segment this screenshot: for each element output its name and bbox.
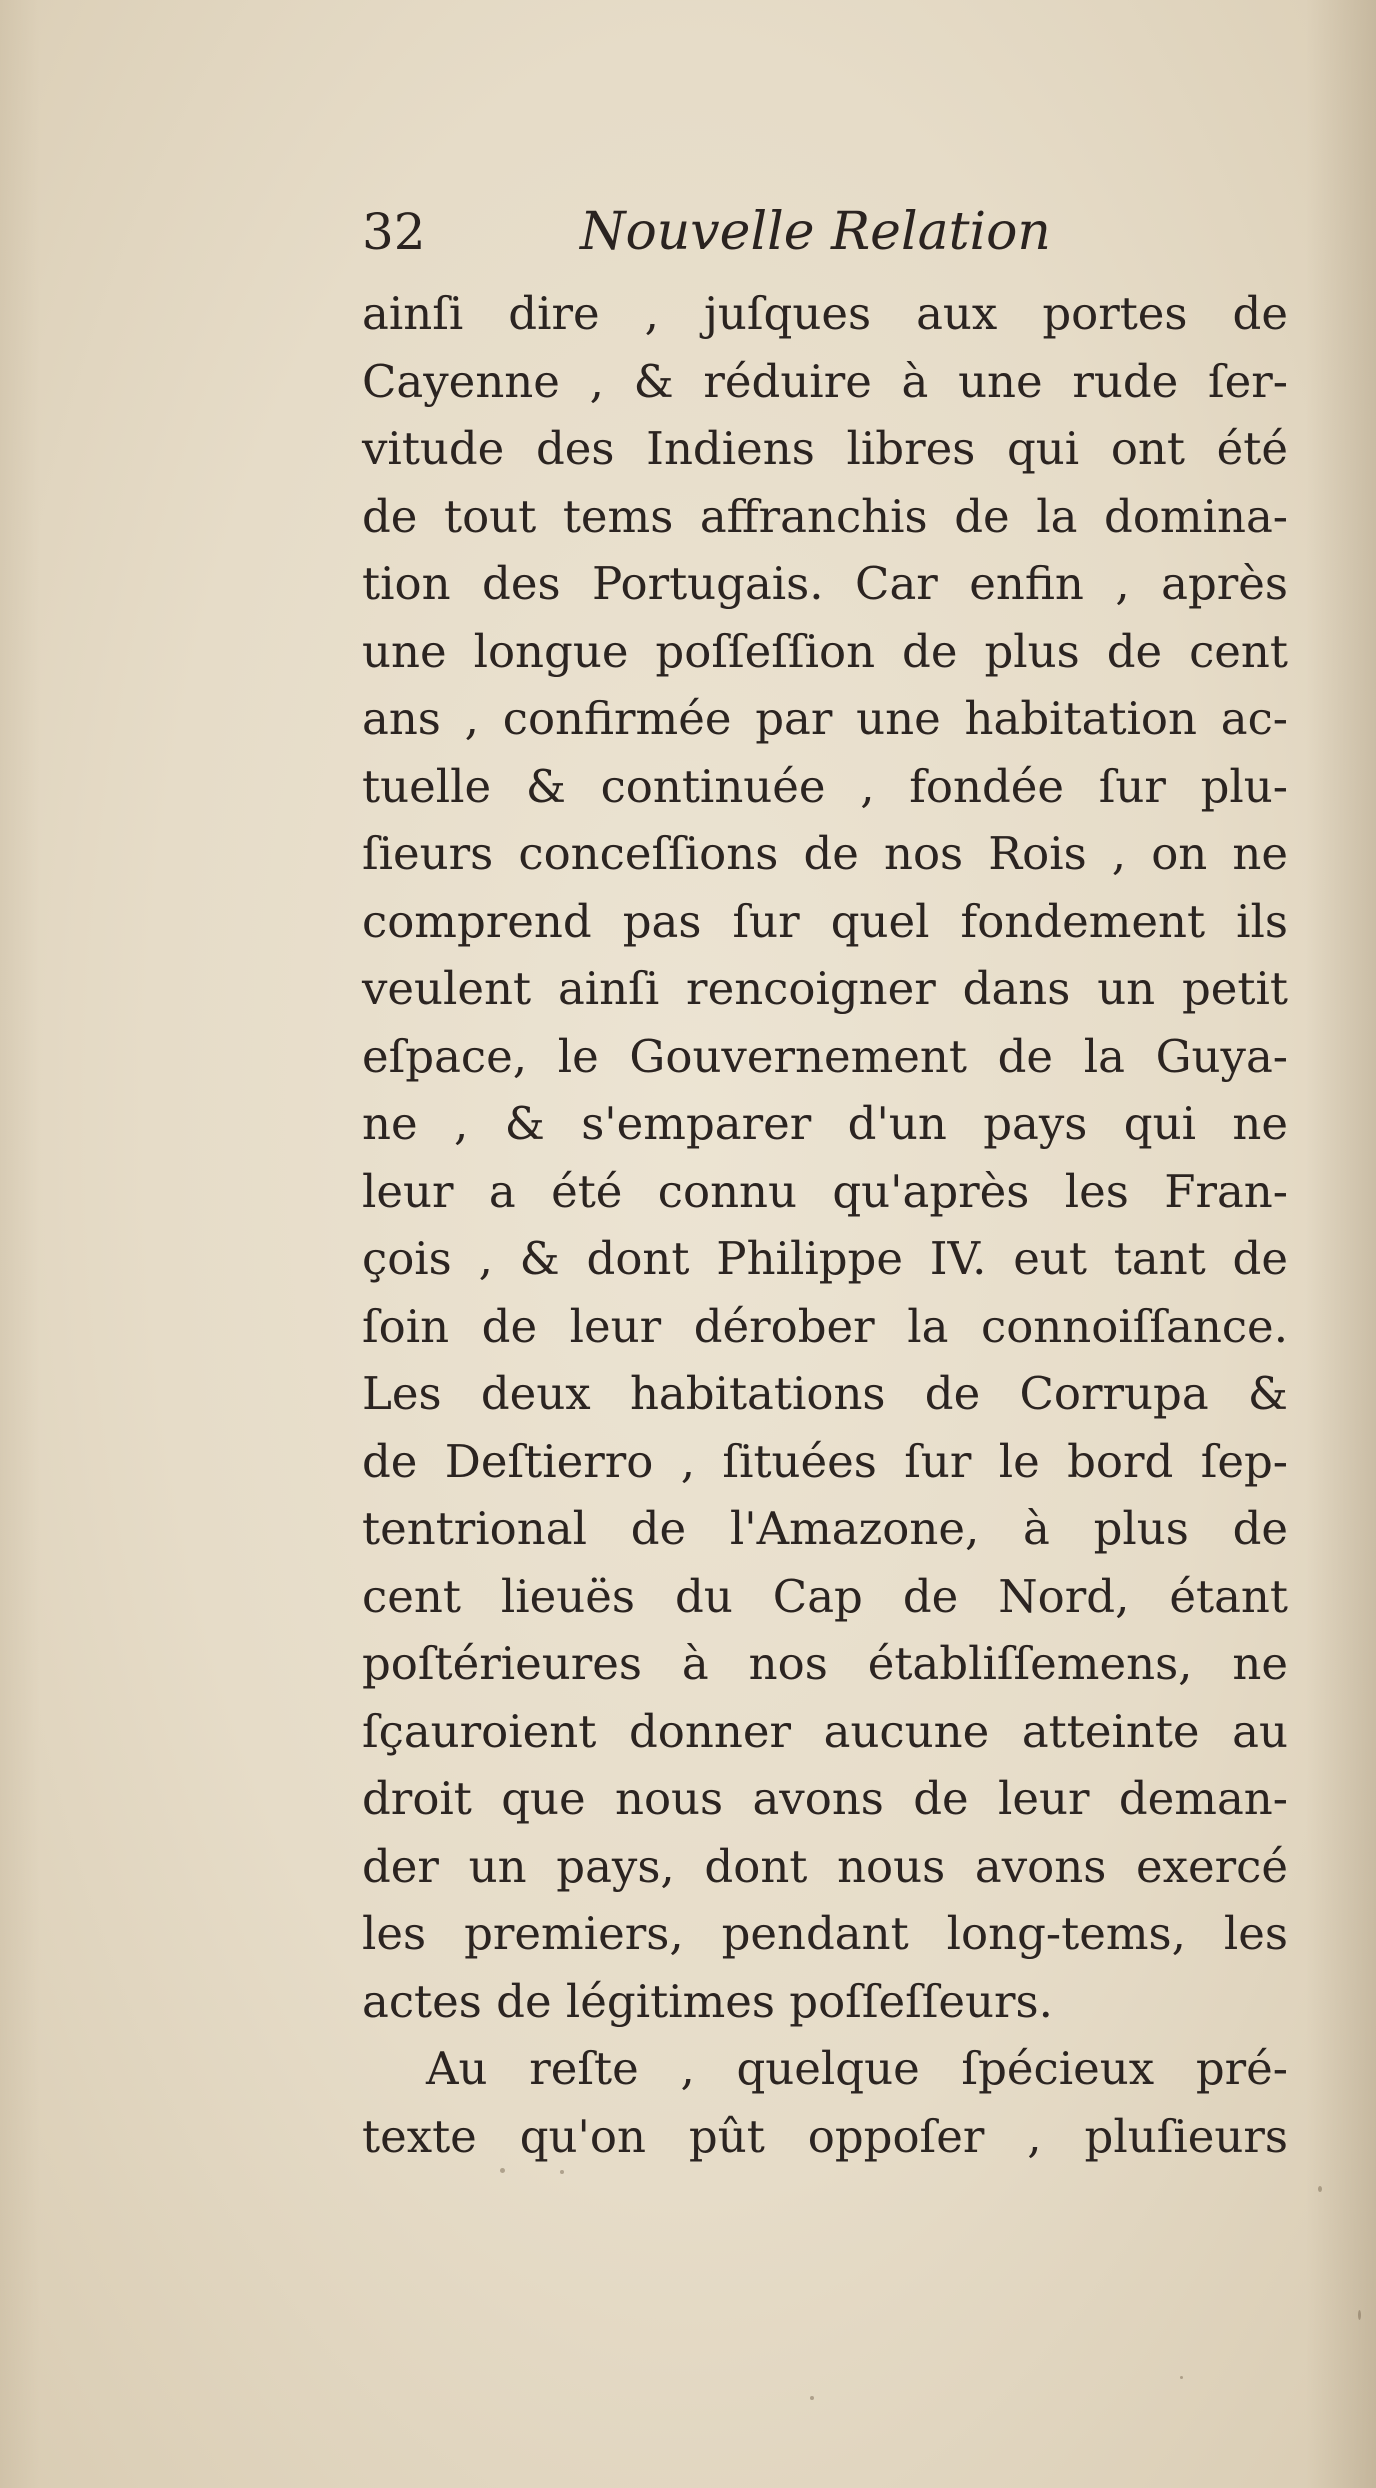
body-text xyxy=(362,280,1288,2170)
text-line: ans , confirmée par une habitation ac- xyxy=(362,692,1288,745)
text-line: poſtérieures à nos établiſſemens, ne xyxy=(362,1637,1288,1690)
text-line: droit que nous avons de leur deman- xyxy=(362,1772,1288,1825)
paper-speck xyxy=(1358,2310,1361,2320)
text-line: eſpace, le Gouvernement de la Guya- xyxy=(362,1029,1288,1083)
text-line: ſçauroient donner aucune atteinte au xyxy=(362,1704,1288,1758)
text-line: leur a été connu qu'après les Fran- xyxy=(362,1164,1288,1218)
text-line: une longue poſſeſſion de plus de cent xyxy=(362,624,1288,678)
page-number: 32 xyxy=(362,203,426,261)
running-title: Nouvelle Relation xyxy=(580,202,1051,262)
text-line: tion des Portugais. Car enfin , après xyxy=(362,557,1288,610)
paper-speck xyxy=(500,2168,505,2173)
text-line: ainſi dire , juſques aux portes de xyxy=(362,287,1288,340)
paragraph-first-line: Au reſte , quelque ſpécieux pré- xyxy=(426,2042,1288,2095)
text-line: cent lieuës du Cap de Nord, étant xyxy=(362,1569,1288,1623)
text-line: Les deux habitations de Corrupa & xyxy=(362,1367,1288,1420)
text-line: actes de légitimes poſſeſſeurs. xyxy=(362,1974,1053,2028)
text-line: texte qu'on pût oppoſer , pluſieurs xyxy=(362,2109,1288,2163)
text-line: tentrional de l'Amazone, à plus de xyxy=(362,1502,1288,1555)
text-line: vitude des Indiens libres qui ont été xyxy=(362,422,1288,475)
text-line: Cayenne , & réduire à une rude ſer- xyxy=(362,354,1288,408)
paper-speck xyxy=(1180,2376,1183,2379)
text-line: ſoin de leur dérober la connoiſſance. xyxy=(362,1299,1288,1353)
text-line: ſieurs conceſſions de nos Rois , on ne xyxy=(362,827,1288,880)
text-line: çois , & dont Philippe IV. eut tant de xyxy=(362,1232,1288,1285)
page-header xyxy=(362,192,1312,272)
text-line: veulent ainſi rencoigner dans un petit xyxy=(362,962,1288,1015)
text-line: de Deſtierro , ſituées ſur le bord ſep- xyxy=(362,1434,1288,1488)
text-line: comprend pas ſur quel fondement ils xyxy=(362,894,1288,948)
text-line: ne , & s'emparer d'un pays qui ne xyxy=(362,1097,1288,1150)
text-line: les premiers, pendant long-tems, les xyxy=(362,1907,1288,1960)
text-line: tuelle & continuée , fondée ſur plu- xyxy=(362,759,1288,813)
paper-speck xyxy=(810,2396,814,2400)
paper-speck xyxy=(560,2170,564,2174)
text-line: der un pays, dont nous avons exercé xyxy=(362,1839,1288,1893)
text-line: de tout tems affranchis de la domina- xyxy=(362,489,1288,543)
paper-speck xyxy=(1318,2186,1322,2192)
